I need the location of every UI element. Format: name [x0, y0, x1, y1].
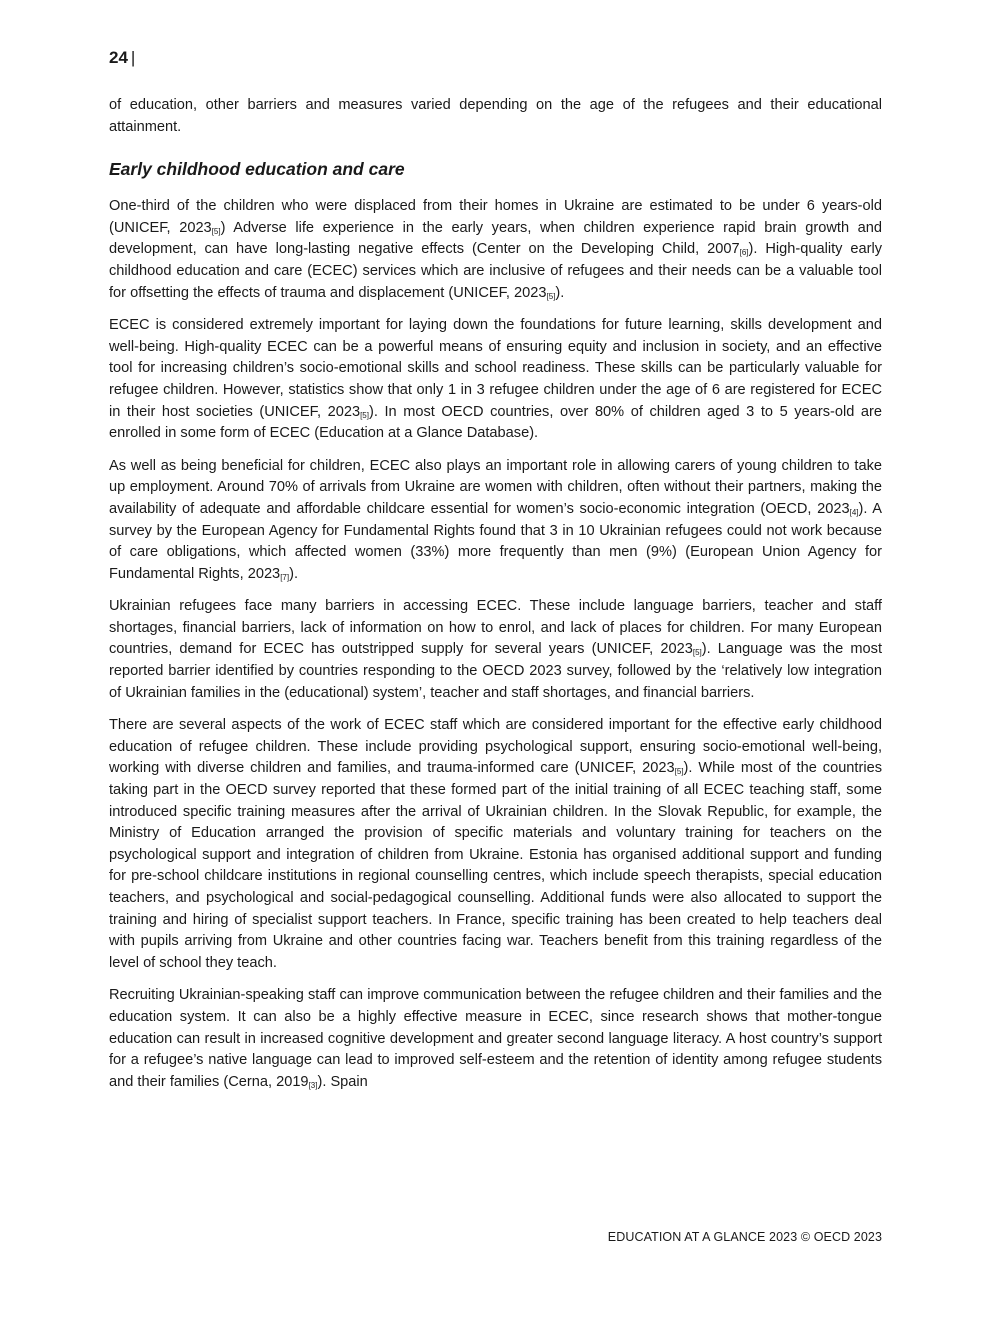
reference-marker: [6]	[739, 248, 749, 258]
footer-text: EDUCATION AT A GLANCE 2023 © OECD 2023	[607, 1230, 882, 1244]
paragraph-text: Recruiting Ukrainian-speaking staff can improve communication between the refugee children and their families and the education system. It can also be a highly effective measure in ECEC, since research shows that mother-tongue education can result in increased cognitive development and greater second language literacy. A host country’s support for a refugee’s native language can lead to improved self-esteem and the retention of identity among refugee students and their families (Cerna, 2019	[109, 987, 882, 1090]
body-paragraph	[109, 456, 882, 586]
paragraph-text: ).	[555, 284, 565, 301]
reference-marker: [5]	[360, 410, 369, 420]
reference-marker: [5]	[546, 291, 556, 301]
body-paragraph	[109, 196, 882, 304]
paragraph-text: There are several aspects of the work of ECEC staff which are considered important for the effective early childhood education of refugee children. These include providing psychological support, ensuring socio-emotional well-being, working with diverse children and families, and trauma-informed care (UNICEF, 2023	[109, 717, 882, 777]
reference-marker: [4]	[849, 507, 859, 517]
body-paragraph	[109, 315, 882, 445]
page-number-value: 24	[109, 48, 128, 67]
paragraph-text: As well as being beneficial for children, ECEC also plays an important role in allowing carers of young children to take up employment. Around 70% of arrivals from Ukraine are women with children, often without their partners, making the availability of adequate and affordable childcare essential for women’s socio-economic integration (OECD, 2023	[109, 457, 882, 517]
reference-marker: [5]	[674, 767, 684, 777]
reference-marker: [5]	[692, 648, 702, 658]
body-paragraph	[109, 985, 882, 1093]
paragraph-text: Ukrainian refugees face many barriers in accessing ECEC. These include language barriers, teacher and staff shortages, financial barriers, lack of information on how to enrol, and lack of places for children. For many European countries, demand for ECEC has outstripped supply for several years (UNICEF, 2023	[109, 598, 882, 658]
reference-marker: [5]	[211, 226, 221, 236]
page-number-separator: |	[130, 48, 136, 67]
section-heading: Early childhood education and care	[109, 159, 405, 180]
body-paragraph	[109, 596, 882, 704]
paragraph-text: ). A survey by the European Agency for Fundamental Rights found that 3 in 10 Ukrainian refugees could not work because of care obligations, which affected women (33%) more frequently than men (9%) (European Union Agency for Fundamental Rights, 2023	[109, 500, 882, 582]
paragraph-text: ). Language was the most reported barrier identified by countries responding to the OECD 2023 survey, followed by the ‘relatively low integration of Ukrainian families in the (educational) system’, teacher and staff shortages, and financial barriers.	[109, 641, 882, 701]
paragraph-text: ) Adverse life experience in the early years, when children experience rapid brain growth and development, can have long-lasting negative effects (Center on the Developing Child, 2007	[109, 219, 882, 258]
paragraph-text: ). While most of the countries taking part in the OECD survey reported that these formed part of the initial training of all ECEC teaching staff, some introduced specific training measures after the arrival of Ukrainian children. In the Slovak Republic, for example, the Ministry of Education arranged the provision of specific materials and voluntary training for teachers on the psychological support and integration of children from Ukraine. Estonia has organised additional support and funding for pre-school childcare institutions in regional counselling centres, which include speech therapists, special education teachers, and psychological and social-pedagogical counselling. Additional funds were also allocated to support the training and hiring of specialist support teachers. In France, specific training has been created to help teachers deal with pupils arriving from Ukraine and other countries facing war. Teachers benefit from this training regardless of the level of school they teach.	[109, 760, 882, 971]
paragraph-text: ).	[289, 565, 299, 582]
page-number	[109, 48, 135, 68]
section-body	[109, 196, 882, 1093]
reference-marker: [3]	[308, 1080, 318, 1090]
paragraph-text: One-third of the children who were displaced from their homes in Ukraine are estimated to be under 6 years-old (UNICEF, 2023	[109, 198, 882, 236]
paragraph-text: ). High-quality early childhood education and care (ECEC) services which are inclusive of refugees and their needs can be a valuable tool for offsetting the effects of trauma and displacement (UNICEF, 2023	[109, 241, 882, 301]
paragraph-text: ). Spain	[317, 1073, 368, 1090]
body-paragraph	[109, 715, 882, 974]
intro-paragraph: of education, other barriers and measures varied depending on the age of the refugees and their educational attainment.	[109, 97, 882, 135]
page-content	[109, 95, 882, 1104]
paragraph-text: ). In most OECD countries, over 80% of children aged 3 to 5 years-old are enrolled in some form of ECEC (Education at a Glance Database).	[109, 403, 882, 442]
reference-marker: [7]	[280, 572, 290, 582]
paragraph-text: ECEC is considered extremely important for laying down the foundations for future learning, skills development and well-being. High-quality ECEC can be a powerful means of ensuring equity and inclusion in society, and an effective tool for increasing children’s socio-emotional skills and school readiness. These skills can be particularly valuable for refugee children. However, statistics show that only 1 in 3 refugee children under the age of 6 are registered for ECEC in their host societies (UNICEF, 2023	[109, 317, 882, 420]
